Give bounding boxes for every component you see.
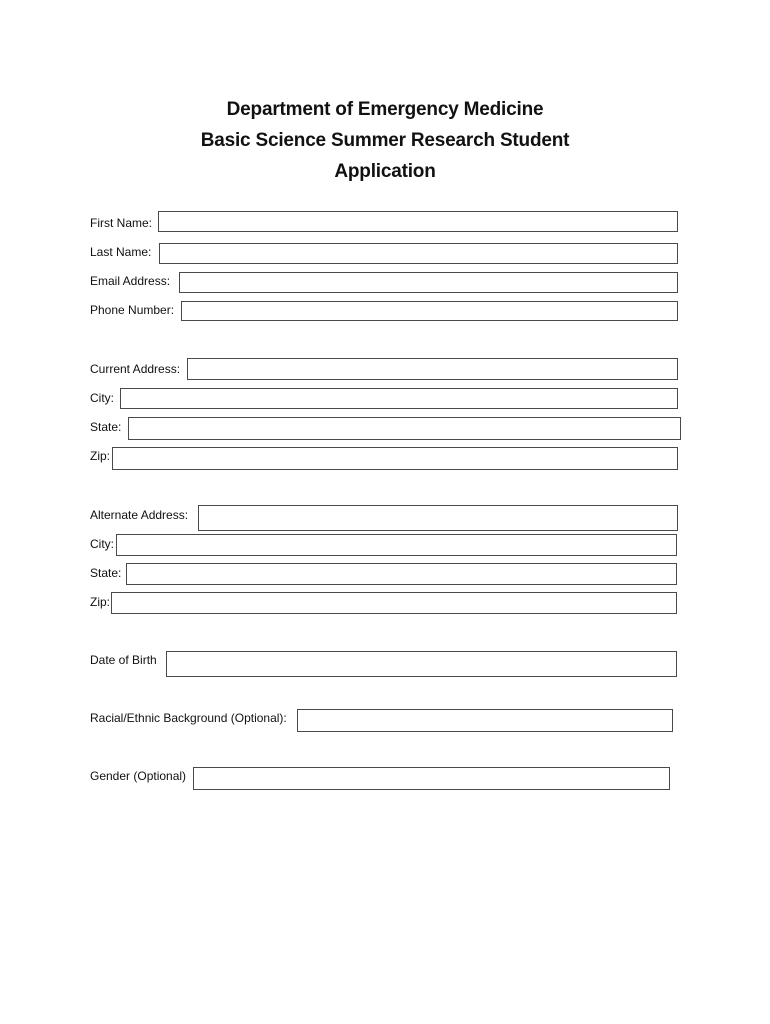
ethnic-background-label: Racial/Ethnic Background (Optional): xyxy=(90,711,287,725)
email-field[interactable] xyxy=(179,272,678,293)
alternate-state-label: State: xyxy=(90,566,122,580)
title-line-2: Basic Science Summer Research Student xyxy=(200,130,570,151)
date-of-birth-label: Date of Birth xyxy=(90,653,157,667)
alternate-state-field[interactable] xyxy=(126,563,677,585)
phone-label: Phone Number: xyxy=(90,303,175,317)
current-state-field[interactable] xyxy=(128,417,681,440)
alternate-address-label: Alternate Address: xyxy=(90,508,189,522)
first-name-label: First Name: xyxy=(90,216,153,230)
alternate-zip-label: Zip: xyxy=(90,595,111,609)
alternate-city-label: City: xyxy=(90,537,114,551)
current-zip-field[interactable] xyxy=(112,447,678,470)
form-title xyxy=(0,94,770,187)
title-line-3: Application xyxy=(334,161,436,182)
current-address-label: Current Address: xyxy=(90,362,181,376)
date-of-birth-field[interactable] xyxy=(166,651,677,677)
title-line-1: Department of Emergency Medicine xyxy=(226,99,544,120)
alternate-zip-field[interactable] xyxy=(111,592,677,614)
current-zip-label: Zip: xyxy=(90,449,111,463)
last-name-field[interactable] xyxy=(159,243,678,264)
current-city-field[interactable] xyxy=(120,388,678,409)
current-city-label: City: xyxy=(90,391,114,405)
last-name-label: Last Name: xyxy=(90,245,152,259)
current-address-field[interactable] xyxy=(187,358,678,380)
email-label: Email Address: xyxy=(90,274,171,288)
ethnic-background-field[interactable] xyxy=(297,709,673,732)
alternate-address-field[interactable] xyxy=(198,505,678,531)
phone-field[interactable] xyxy=(181,301,678,321)
gender-label: Gender (Optional) xyxy=(90,769,187,783)
gender-field[interactable] xyxy=(193,767,670,790)
current-state-label: State: xyxy=(90,420,122,434)
first-name-field[interactable] xyxy=(158,211,678,232)
alternate-city-field[interactable] xyxy=(116,534,677,556)
